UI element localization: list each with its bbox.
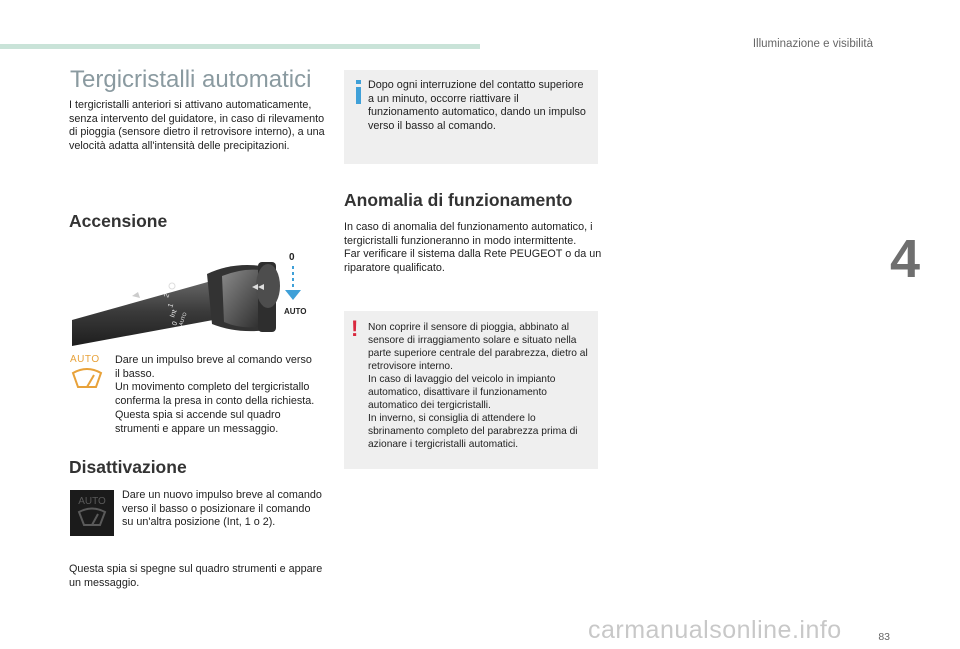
page-number: 83 — [878, 631, 890, 643]
auto-wiper-warning-icon — [70, 354, 110, 396]
arrow-down-icon — [285, 266, 301, 300]
info-icon — [352, 78, 366, 106]
stalk-mark-int: Int — [169, 308, 179, 319]
disattivazione-heading: Disattivazione — [69, 457, 187, 477]
stalk-mark-1: 1 — [167, 302, 176, 309]
wiper-stalk-illustration — [72, 248, 320, 346]
auto-wiper-off-icon — [70, 490, 114, 536]
page-title: Tergicristalli automatici — [70, 66, 312, 93]
watermark: carmanualsonline.info — [588, 616, 842, 644]
disattivazione-text: Dare un nuovo impulso breve al comando verso il basso o posizionare il comando su un'altra posizione (Int, 1 o 2). — [122, 489, 322, 529]
section-header: Illuminazione e visibilità — [752, 38, 873, 50]
warning-note-text: Non coprire il sensore di pioggia, abbinato al sensore di irraggiamento solare e situato nella parte superiore centrale del parabrezza, dietro al retrovisore interno. In caso di lavaggio del veicolo in impianto automatico, disattivare il funzionamento automatico dei tergicristalli. In inverno, si consiglia di attendere lo sbrinamento completo del parabrezza prima di azionare i tergicristalli automatici. — [368, 322, 588, 450]
anomalia-heading: Anomalia di funzionamento — [344, 190, 573, 210]
chapter-number: 4 — [890, 229, 921, 289]
stalk-mark-2: 2 — [163, 292, 172, 299]
disattivazione-text-2: Questa spia si spegne sul quadro strumenti e appare un messaggio. — [69, 563, 323, 589]
auto-icon-label: AUTO — [70, 354, 100, 365]
accensione-heading: Accensione — [69, 211, 168, 231]
diagram-label-0: 0 — [289, 252, 295, 263]
wiper-off-icon — [70, 507, 114, 529]
intro-paragraph: I tergicristalli anteriori si attivano automaticamente, senza intervento del guidatore, in caso di rilevamento di pioggia (sensore dietro il retrovisore interno), a una velocità adatta all'intensità delle precipitazioni. — [69, 99, 325, 153]
diagram-label-auto: AUTO — [284, 307, 307, 316]
wiper-icon — [70, 367, 104, 391]
auto-off-icon-label: AUTO — [78, 496, 106, 507]
accensione-text: Dare un impulso breve al comando verso il basso. Un movimento completo del tergicristallo conferma la presa in conto della richiesta. Questa spia si accende sul quadro strumenti e appare un messaggio. — [115, 354, 315, 435]
header-accent-bar — [0, 44, 480, 49]
warning-icon: ! — [351, 316, 359, 341]
info-note-text: Dopo ogni interruzione del contatto superiore a un minuto, occorre riattivare il funzionamento automatico, dando un impulso verso il basso al comando. — [368, 79, 586, 133]
stalk-mark-0: 0 — [171, 320, 180, 327]
anomalia-text: In caso di anomalia del funzionamento automatico, i tergicristalli funzioneranno in modo intermittente. Far verificare il sistema dalla Rete PEUGEOT o da un riparatore qualificato. — [344, 221, 602, 275]
stalk-mark-auto: AUTO — [178, 311, 189, 327]
